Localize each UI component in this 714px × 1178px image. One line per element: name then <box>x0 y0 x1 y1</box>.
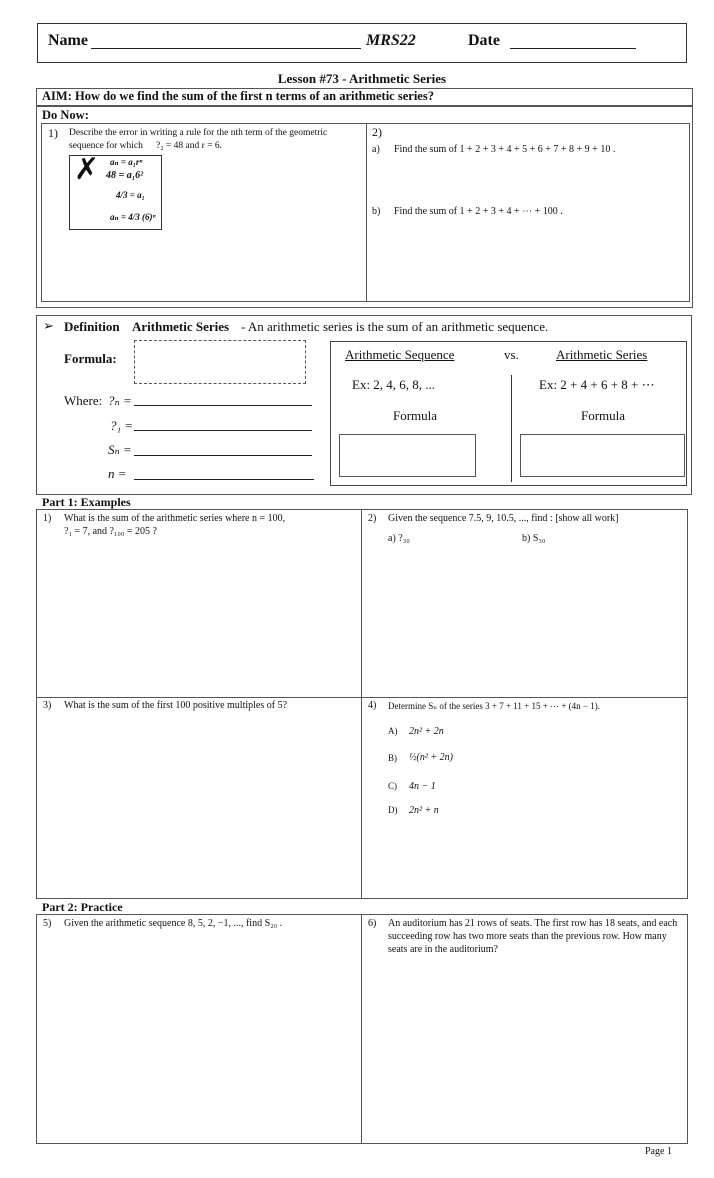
choice-c-label[interactable]: C) <box>388 781 397 791</box>
p1-q3-number: 3) <box>43 700 52 711</box>
p1-q3-text: What is the sum of the first 100 positive multiples of 5? <box>64 700 288 711</box>
p1-q2-text: Given the sequence 7.5, 9, 10.5, ..., find : [show all work] <box>388 513 619 524</box>
formula-input-box[interactable] <box>134 340 306 384</box>
choice-d-label[interactable]: D) <box>388 805 398 815</box>
p1-q2-number: 2) <box>368 513 377 524</box>
q2b-label: b) <box>372 206 381 217</box>
q1-text: Describe the error in writing a rule for the nth term of the geometric sequence for which <box>69 128 328 151</box>
sequence-formula-label: Formula <box>393 408 438 423</box>
var-sn-field[interactable] <box>134 455 312 456</box>
vs-label: vs. <box>504 347 519 362</box>
q2-number: 2) <box>372 125 382 139</box>
definition-term: Arithmetic Series <box>132 319 230 334</box>
name-field[interactable] <box>91 48 361 49</box>
definition-text: - An arithmetic series is the sum of an arithmetic sequence. <box>241 319 549 334</box>
var-a1-field[interactable] <box>134 430 312 431</box>
p1-q4-number: 4) <box>368 700 377 711</box>
comparison-divider <box>511 375 512 482</box>
date-label: Date <box>468 32 500 49</box>
series-example: Ex: 2 + 4 + 6 + 8 + ⋯ <box>539 377 655 392</box>
series-formula-box[interactable] <box>520 434 685 477</box>
date-field[interactable] <box>510 48 636 49</box>
choice-c-text: 4n − 1 <box>409 781 436 792</box>
q1-work-line-2: 48 = a₁6² <box>106 170 144 181</box>
definition-label: Definition <box>64 319 120 334</box>
p1-q4-text: Determine Sₙ of the series 3 + 7 + 11 + 15 + ⋯ + (4n − 1). <box>388 701 600 711</box>
part1-horizontal-divider <box>36 697 688 698</box>
p2-q6-number: 6) <box>368 918 377 929</box>
arrow-bullet-icon: ➢ <box>43 319 54 334</box>
q2a-label: a) <box>372 144 380 155</box>
do-now-heading: Do Now: <box>42 108 89 122</box>
q2b-text: Find the sum of 1 + 2 + 3 + 4 + ⋯ + 100 . <box>394 206 563 217</box>
q1-work-line-3: 4/3 = a₁ <box>116 190 145 200</box>
sequence-example: Ex: 2, 4, 6, 8, ... <box>352 377 436 392</box>
series-heading: Arithmetic Series <box>556 347 648 362</box>
q2a-text: Find the sum of 1 + 2 + 3 + 4 + 5 + 6 + 7 + 8 + 9 + 10 . <box>394 144 616 155</box>
lesson-title: Lesson #73 - Arithmetic Series <box>277 71 447 86</box>
part2-vertical-divider <box>361 914 362 1144</box>
choice-d-text: 2n² + n <box>409 805 439 816</box>
var-n-field[interactable] <box>134 479 314 480</box>
p1-q1-text-2: ?₁ = 7, and ?₁₀₀ = 205 ? <box>64 526 157 537</box>
var-sn: Sₙ = <box>108 442 132 457</box>
choice-a-label[interactable]: A) <box>388 726 398 736</box>
formula-label: Formula: <box>64 351 117 366</box>
q1-work-line-4: aₙ = 4/3 (6)ⁿ <box>110 212 156 222</box>
header-box <box>37 23 687 63</box>
page-number: Page 1 <box>645 1146 672 1157</box>
p1-q2b: b) S₃₀ <box>522 533 546 544</box>
choice-a-text: 2n² + 2n <box>409 726 444 737</box>
where-label: Where: <box>64 393 103 408</box>
p2-q5-number: 5) <box>43 918 52 929</box>
part2-heading: Part 2: Practice <box>42 900 123 914</box>
name-label: Name <box>48 32 88 49</box>
choice-b-text: ½(n² + 2n) <box>409 752 453 763</box>
p1-q1-number: 1) <box>43 513 52 524</box>
var-n: n = <box>108 466 127 481</box>
q1-work-line-1: aₙ = a₁rⁿ <box>110 157 143 167</box>
part1-heading: Part 1: Examples <box>42 495 131 509</box>
sequence-formula-box[interactable] <box>339 434 476 477</box>
x-mark-icon: ✗ <box>74 152 100 187</box>
series-formula-label: Formula <box>581 408 626 423</box>
var-a1: ?₁ = <box>110 418 134 433</box>
p1-q1-text: What is the sum of the arithmetic series where n = 100, <box>64 513 286 524</box>
q1-condition: ?₂ = 48 and r = 6. <box>156 141 222 151</box>
var-an: ?ₙ = <box>108 393 132 408</box>
aim-text: AIM: How do we find the sum of the first n terms of an arithmetic series? <box>42 89 434 103</box>
p1-q2a: a) ?₃₀ <box>388 533 410 544</box>
p2-q5-text: Given the arithmetic sequence 8, 5, 2, −1, ..., find S₂₀ . <box>64 918 283 929</box>
teacher-label: MRS22 <box>366 32 416 49</box>
p2-q6-text: An auditorium has 21 rows of seats. The first row has 18 seats, and each succeeding row has two more seats than the previous row. How many seats are in the auditorium? <box>388 918 678 955</box>
part1-vertical-divider <box>361 509 362 899</box>
sequence-heading: Arithmetic Sequence <box>345 347 455 362</box>
choice-b-label[interactable]: B) <box>388 753 397 763</box>
var-an-field[interactable] <box>134 405 312 406</box>
q1-number: 1) <box>48 126 58 140</box>
